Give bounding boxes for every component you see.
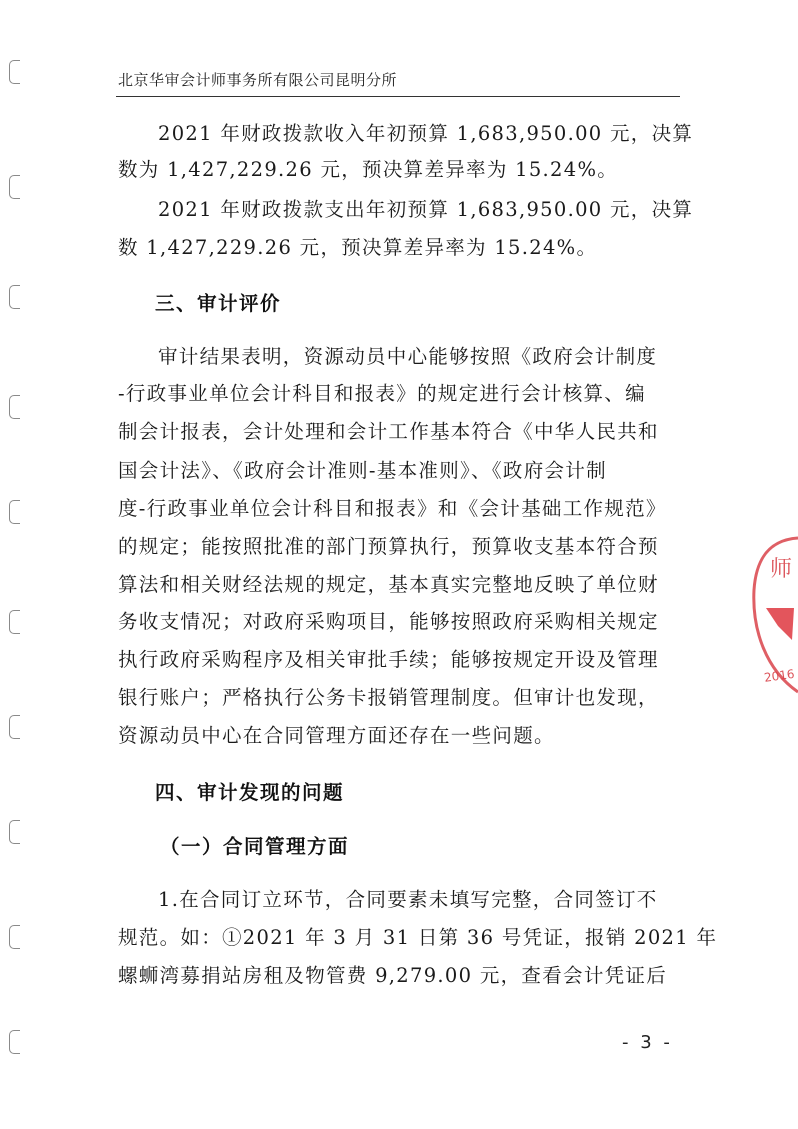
page-number: - 3 -	[622, 1032, 673, 1053]
binding-mark	[9, 285, 20, 309]
paragraph-line: 国会计法》、《政府会计准则-基本准则》、《政府会计制	[118, 459, 607, 482]
header-rule	[116, 96, 680, 97]
paragraph-line: 1.在合同订立环节，合同要素未填写完整，合同签订不	[158, 888, 658, 911]
paragraph-line: 银行账户；严格执行公务卡报销管理制度。但审计也发现，	[118, 686, 659, 709]
budget-expense-line: 2021 年财政拨款支出年初预算 1,683,950.00 元，决算	[158, 198, 694, 221]
section-heading: 四、审计发现的问题	[155, 781, 345, 804]
binding-mark	[9, 715, 20, 739]
seal-text: 师	[770, 557, 793, 582]
paragraph-line: 规范。如：①2021 年 3 月 31 日第 36 号凭证，报销 2021 年	[118, 926, 718, 949]
section-heading: 三、审计评价	[155, 292, 282, 315]
binding-mark	[9, 60, 20, 84]
paragraph-line: 务收支情况；对政府采购项目，能够按照政府采购相关规定	[118, 610, 659, 633]
paragraph-line: 的规定；能按照批准的部门预算执行，预算收支基本符合预	[118, 535, 659, 558]
binding-mark	[9, 1030, 20, 1054]
firm-header: 北京华审会计师事务所有限公司昆明分所	[118, 71, 398, 89]
binding-mark	[9, 820, 20, 844]
binding-mark	[9, 925, 20, 949]
paragraph-line: 审计结果表明，资源动员中心能够按照《政府会计制度	[158, 345, 658, 368]
partial-seal-stamp	[748, 530, 798, 700]
binding-mark	[9, 175, 20, 199]
binding-mark	[9, 500, 20, 524]
paragraph-line: 螺蛳湾募捐站房租及物管费 9,279.00 元，查看会计凭证后	[118, 964, 668, 987]
budget-revenue-line: 数为 1,427,229.26 元，预决算差异率为 15.24%。	[118, 158, 619, 181]
seal-star-icon	[766, 608, 794, 640]
seal-number: 2016	[763, 666, 796, 685]
paragraph-line: 制会计报表，会计处理和会计工作基本符合《中华人民共和	[118, 420, 659, 443]
budget-revenue-line: 2021 年财政拨款收入年初预算 1,683,950.00 元，决算	[158, 122, 694, 145]
paragraph-line: -行政事业单位会计科目和报表》的规定进行会计核算、编	[118, 382, 646, 405]
binding-mark	[9, 395, 20, 419]
paragraph-line: 算法和相关财经法规的规定，基本真实完整地反映了单位财	[118, 573, 659, 596]
paragraph-line: 资源动员中心在合同管理方面还存在一些问题。	[118, 724, 555, 747]
paragraph-line: 执行政府采购程序及相关审批手续；能够按规定开设及管理	[118, 648, 659, 671]
binding-mark	[9, 610, 20, 634]
budget-expense-line: 数 1,427,229.26 元，预决算差异率为 15.24%。	[118, 236, 598, 259]
paragraph-line: 度-行政事业单位会计科目和报表》和《会计基础工作规范》	[118, 497, 667, 520]
subsection-heading: （一）合同管理方面	[160, 835, 350, 858]
